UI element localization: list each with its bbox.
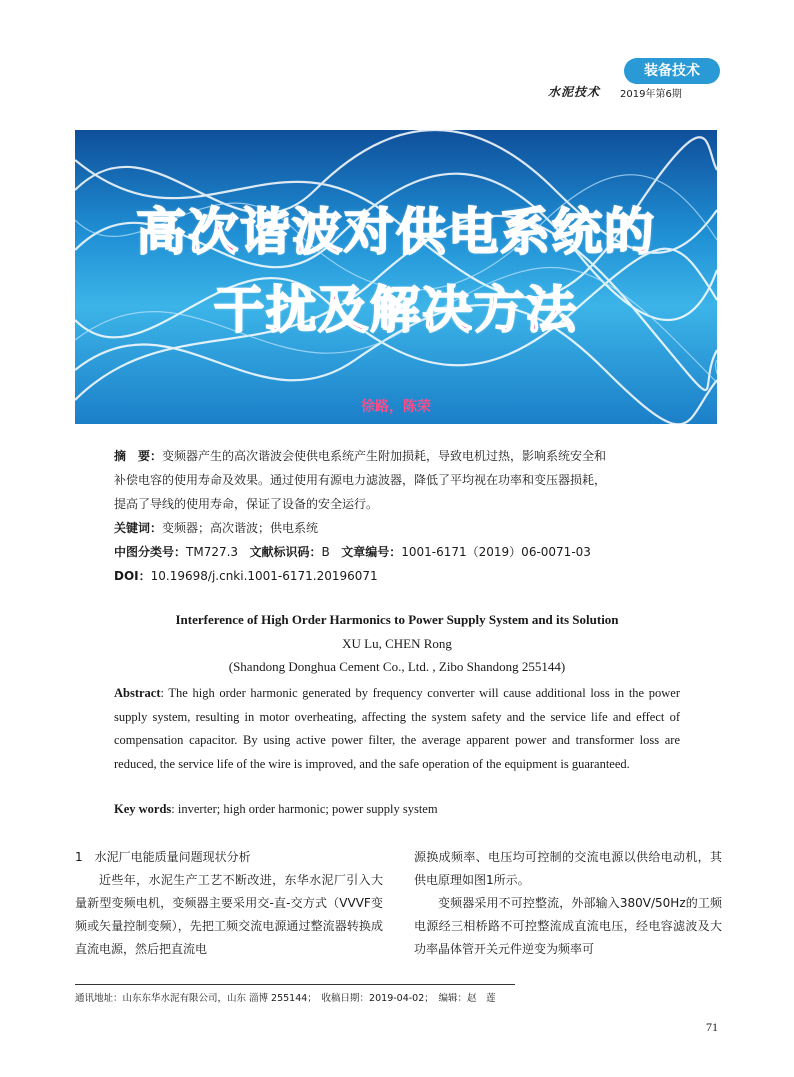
doi-line bbox=[114, 564, 684, 588]
page-number: 71 bbox=[706, 1020, 718, 1034]
abstract-line-1 bbox=[114, 444, 684, 468]
footnote: 通讯地址：山东东华水泥有限公司，山东 淄博 255144； 收稿日期：2019-04-02； 编辑：赵 莲 bbox=[75, 993, 496, 1004]
article-no-label: 文章编号： bbox=[341, 545, 402, 559]
body-paragraph-right-2: 变频器采用不可控整流，外部输入380V/50Hz的工频电源经三相桥路不可控整流成直流电压，经电容滤波及大功率晶体管开关元件逆变为频率可 bbox=[414, 896, 722, 956]
english-abstract-text: : The high order harmonic generated by frequency converter will cause additional loss in the power supply system, resulting in motor overheating, affecting the system safety and the service life and effect of compensation capacitor. By using active power filter, the average apparent power and transformer loss are reduced, the service life of the wire is improved, and the safe operation of the equipment is guaranteed. bbox=[114, 686, 680, 771]
article-title-line1: 高次谐波对供电系统的 bbox=[136, 203, 656, 261]
abstract-line-3: 提高了导线的使用寿命，保证了设备的安全运行。 bbox=[114, 497, 379, 511]
clc-value: TM727.3 bbox=[186, 545, 239, 559]
clc-label: 中图分类号： bbox=[114, 545, 187, 559]
english-abstract bbox=[114, 682, 680, 776]
abstract-label: 摘 要： bbox=[114, 449, 163, 463]
article-authors: 徐路，陈荣 bbox=[361, 399, 431, 415]
section-1-heading: 1 水泥厂电能质量问题现状分析 bbox=[75, 850, 251, 864]
english-keywords bbox=[114, 800, 680, 818]
english-affiliation: (Shandong Donghua Cement Co., Ltd. , Zibo Shandong 255144) bbox=[228, 659, 566, 674]
english-keywords-text: : inverter; high order harmonic; power supply system bbox=[171, 802, 438, 816]
issue-label: 2019年第6期 bbox=[620, 89, 682, 100]
keywords-value: 变频器；高次谐波；供电系统 bbox=[162, 521, 319, 535]
section-tag: 装备技术 bbox=[624, 58, 720, 84]
doccode-label: 文献标识码： bbox=[249, 545, 322, 559]
article-no-value: 1001-6171（2019）06-0071-03 bbox=[401, 545, 591, 559]
journal-name: 水泥技术 bbox=[548, 85, 601, 99]
classification-line bbox=[114, 540, 684, 564]
keywords-line bbox=[114, 516, 684, 540]
body-paragraph-right-1: 源换成频率、电压均可控制的交流电源以供给电动机，其供电原理如图1所示。 bbox=[414, 850, 722, 887]
abstract-text-1: 变频器产生的高次谐波会使供电系统产生附加损耗，导致电机过热，影响系统安全和 bbox=[162, 449, 607, 463]
english-authors: XU Lu, CHEN Rong bbox=[342, 636, 452, 651]
title-banner bbox=[75, 130, 717, 424]
body-paragraph-left: 近些年，水泥生产工艺不断改进，东华水泥厂引入大量新型变频电机，变频器主要采用交-直-交方式（VVVF变频或矢量控制变频），先把工频交流电源通过整流器转换成直流电源，然后把直流电 bbox=[75, 873, 383, 956]
english-abstract-label: Abstract bbox=[114, 686, 161, 700]
doi-label: DOI： bbox=[114, 569, 151, 583]
abstract-line-2: 补偿电容的使用寿命及效果。通过使用有源电力滤波器，降低了平均视在功率和变压器损耗， bbox=[114, 473, 607, 487]
english-title: Interference of High Order Harmonics to Power Supply System and its Solution bbox=[175, 612, 619, 627]
chinese-abstract bbox=[114, 444, 684, 588]
doi-value: 10.19698/j.cnki.1001-6171.20196071 bbox=[150, 569, 378, 583]
footnote-divider bbox=[75, 984, 515, 985]
article-title-line2: 干扰及解决方法 bbox=[214, 281, 578, 339]
keywords-label: 关键词： bbox=[114, 521, 163, 535]
body-left-column bbox=[75, 846, 383, 961]
english-keywords-label: Key words bbox=[114, 802, 172, 816]
doccode-value: B bbox=[321, 545, 330, 559]
body-right-column bbox=[414, 846, 722, 961]
